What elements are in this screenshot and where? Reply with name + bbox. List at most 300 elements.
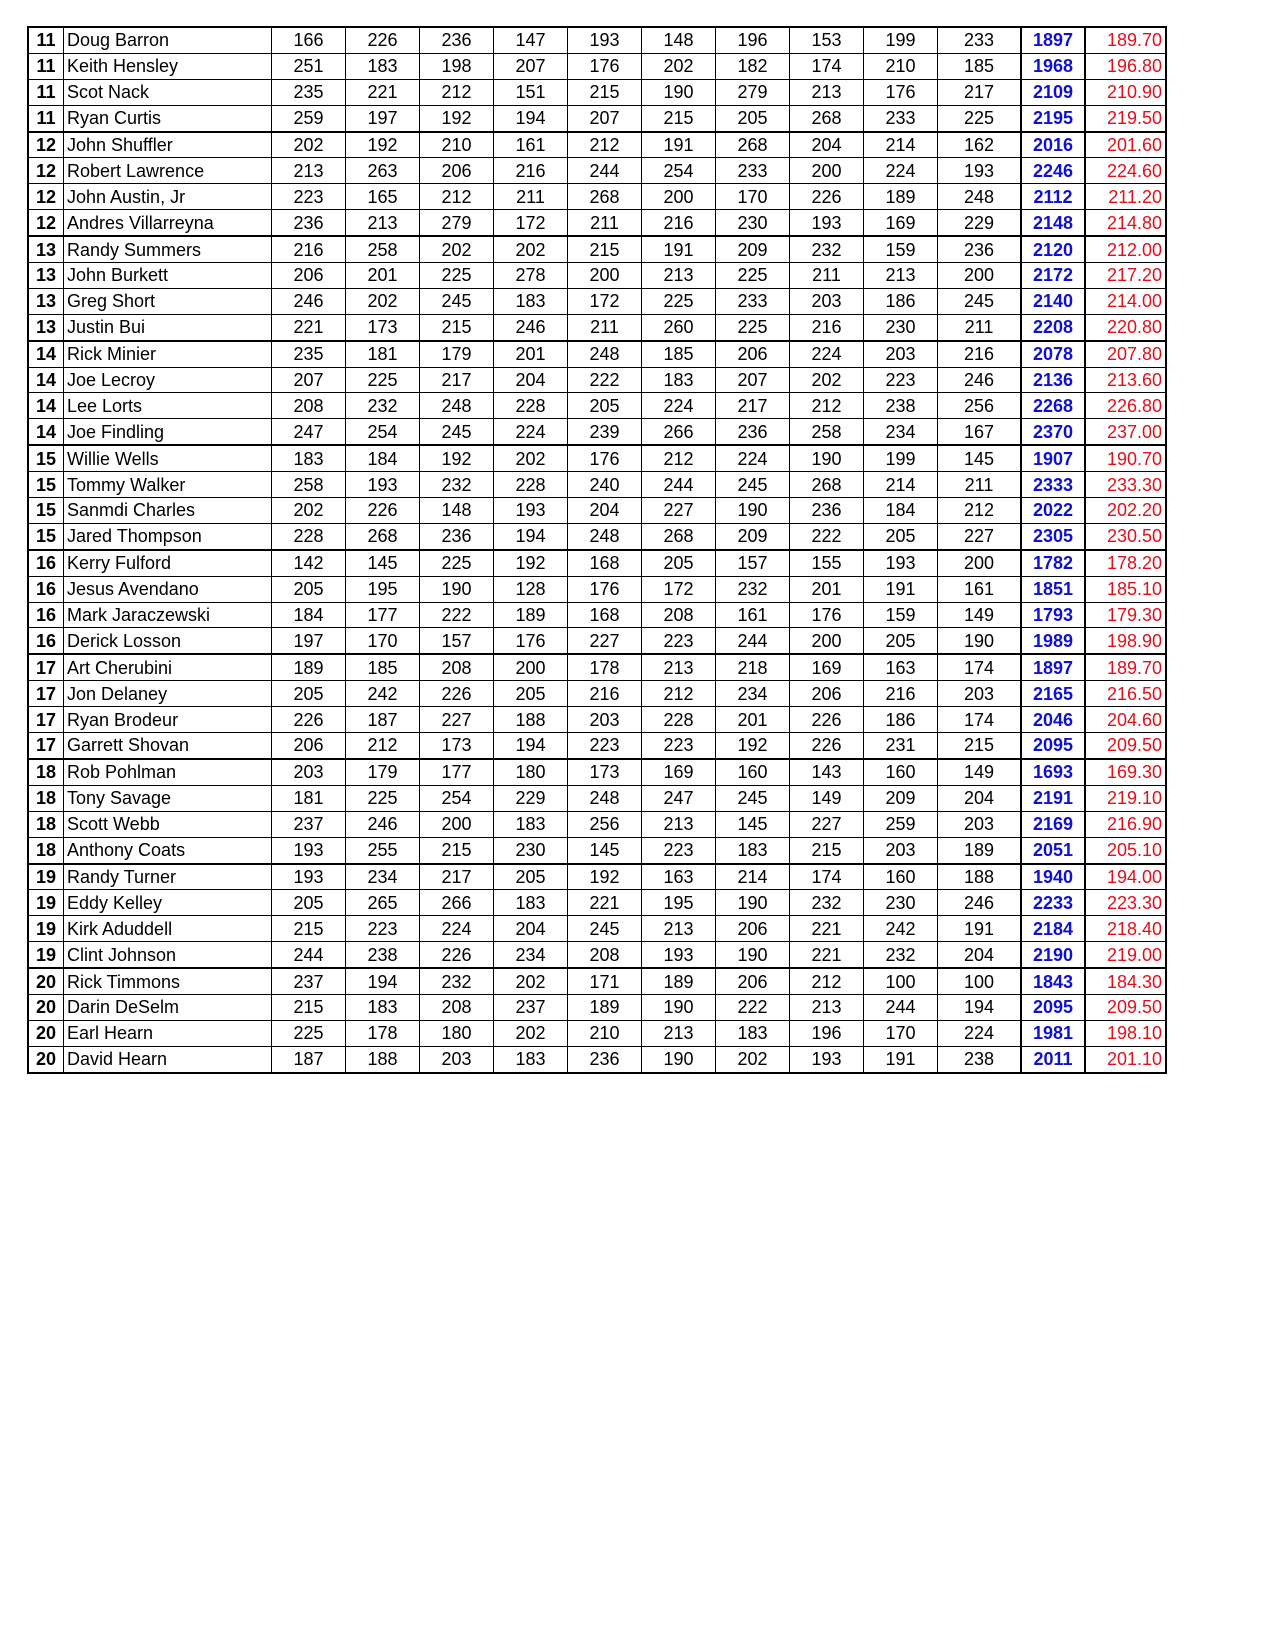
game-9-cell: 238 <box>864 393 938 419</box>
game-7-cell: 170 <box>716 184 790 210</box>
game-2-cell: 173 <box>346 314 420 340</box>
bowler-name-cell: Rick Timmons <box>64 968 272 994</box>
game-1-cell: 223 <box>272 184 346 210</box>
rank-cell: 18 <box>28 759 64 785</box>
game-3-cell: 266 <box>420 890 494 916</box>
bowler-name-cell: Randy Summers <box>64 236 272 262</box>
game-1-cell: 202 <box>272 132 346 158</box>
rank-cell: 15 <box>28 498 64 524</box>
total-pins-cell: 2078 <box>1021 341 1085 367</box>
game-6-cell: 183 <box>642 367 716 393</box>
game-9-cell: 160 <box>864 759 938 785</box>
game-1-cell: 166 <box>272 27 346 53</box>
rank-cell: 15 <box>28 472 64 498</box>
game-1-cell: 205 <box>272 681 346 707</box>
game-6-cell: 212 <box>642 445 716 471</box>
game-5-cell: 176 <box>568 576 642 602</box>
game-10-cell: 246 <box>938 367 1022 393</box>
table-row <box>28 707 1166 733</box>
game-8-cell: 236 <box>790 498 864 524</box>
game-2-cell: 263 <box>346 158 420 184</box>
game-1-cell: 193 <box>272 837 346 863</box>
game-9-cell: 234 <box>864 419 938 445</box>
average-cell: 212.00 <box>1085 236 1166 262</box>
game-2-cell: 188 <box>346 1046 420 1072</box>
game-9-cell: 242 <box>864 916 938 942</box>
total-pins-cell: 2140 <box>1021 288 1085 314</box>
game-7-cell: 218 <box>716 654 790 680</box>
game-4-cell: 183 <box>494 811 568 837</box>
game-6-cell: 247 <box>642 785 716 811</box>
game-5-cell: 221 <box>568 890 642 916</box>
game-5-cell: 244 <box>568 158 642 184</box>
table-row <box>28 1046 1166 1072</box>
game-6-cell: 190 <box>642 1046 716 1072</box>
game-7-cell: 145 <box>716 811 790 837</box>
game-3-cell: 217 <box>420 864 494 890</box>
game-4-cell: 194 <box>494 105 568 131</box>
rank-cell: 20 <box>28 968 64 994</box>
rank-cell: 18 <box>28 785 64 811</box>
game-4-cell: 172 <box>494 210 568 236</box>
game-2-cell: 183 <box>346 994 420 1020</box>
game-3-cell: 215 <box>420 837 494 863</box>
game-8-cell: 227 <box>790 811 864 837</box>
total-pins-cell: 2095 <box>1021 994 1085 1020</box>
game-3-cell: 198 <box>420 53 494 79</box>
game-3-cell: 203 <box>420 1046 494 1072</box>
rank-cell: 14 <box>28 419 64 445</box>
game-7-cell: 207 <box>716 367 790 393</box>
game-5-cell: 176 <box>568 445 642 471</box>
game-7-cell: 234 <box>716 681 790 707</box>
average-cell: 194.00 <box>1085 864 1166 890</box>
game-10-cell: 204 <box>938 785 1022 811</box>
total-pins-cell: 2172 <box>1021 263 1085 289</box>
total-pins-cell: 2268 <box>1021 393 1085 419</box>
game-1-cell: 205 <box>272 576 346 602</box>
game-7-cell: 245 <box>716 785 790 811</box>
game-9-cell: 170 <box>864 1020 938 1046</box>
game-1-cell: 207 <box>272 367 346 393</box>
rank-cell: 15 <box>28 523 64 549</box>
game-6-cell: 254 <box>642 158 716 184</box>
average-cell: 224.60 <box>1085 158 1166 184</box>
rank-cell: 13 <box>28 236 64 262</box>
game-8-cell: 224 <box>790 341 864 367</box>
game-6-cell: 202 <box>642 53 716 79</box>
game-4-cell: 194 <box>494 523 568 549</box>
total-pins-cell: 2191 <box>1021 785 1085 811</box>
game-4-cell: 224 <box>494 419 568 445</box>
game-9-cell: 210 <box>864 53 938 79</box>
average-cell: 219.10 <box>1085 785 1166 811</box>
game-1-cell: 202 <box>272 498 346 524</box>
total-pins-cell: 2233 <box>1021 890 1085 916</box>
game-8-cell: 221 <box>790 916 864 942</box>
game-1-cell: 206 <box>272 733 346 759</box>
game-2-cell: 187 <box>346 707 420 733</box>
total-pins-cell: 2022 <box>1021 498 1085 524</box>
game-2-cell: 202 <box>346 288 420 314</box>
game-7-cell: 206 <box>716 916 790 942</box>
game-2-cell: 170 <box>346 628 420 654</box>
rank-cell: 16 <box>28 550 64 576</box>
rank-cell: 20 <box>28 994 64 1020</box>
game-8-cell: 190 <box>790 445 864 471</box>
game-4-cell: 128 <box>494 576 568 602</box>
game-5-cell: 192 <box>568 864 642 890</box>
bowler-name-cell: Anthony Coats <box>64 837 272 863</box>
game-8-cell: 215 <box>790 837 864 863</box>
game-10-cell: 225 <box>938 105 1022 131</box>
game-5-cell: 211 <box>568 210 642 236</box>
game-8-cell: 193 <box>790 1046 864 1072</box>
game-10-cell: 204 <box>938 942 1022 968</box>
game-9-cell: 213 <box>864 263 938 289</box>
game-2-cell: 234 <box>346 864 420 890</box>
rank-cell: 19 <box>28 916 64 942</box>
game-10-cell: 194 <box>938 994 1022 1020</box>
game-2-cell: 265 <box>346 890 420 916</box>
rank-cell: 16 <box>28 602 64 628</box>
game-3-cell: 192 <box>420 105 494 131</box>
total-pins-cell: 1851 <box>1021 576 1085 602</box>
game-7-cell: 236 <box>716 419 790 445</box>
game-3-cell: 245 <box>420 288 494 314</box>
table-row <box>28 681 1166 707</box>
bowler-name-cell: Rob Pohlman <box>64 759 272 785</box>
game-8-cell: 202 <box>790 367 864 393</box>
average-cell: 233.30 <box>1085 472 1166 498</box>
total-pins-cell: 2148 <box>1021 210 1085 236</box>
game-10-cell: 203 <box>938 811 1022 837</box>
table-row <box>28 968 1166 994</box>
game-10-cell: 193 <box>938 158 1022 184</box>
game-7-cell: 225 <box>716 314 790 340</box>
game-10-cell: 145 <box>938 445 1022 471</box>
game-3-cell: 232 <box>420 472 494 498</box>
game-6-cell: 216 <box>642 210 716 236</box>
game-7-cell: 206 <box>716 968 790 994</box>
table-row <box>28 210 1166 236</box>
table-row <box>28 27 1166 53</box>
game-7-cell: 201 <box>716 707 790 733</box>
table-row <box>28 158 1166 184</box>
game-10-cell: 167 <box>938 419 1022 445</box>
game-9-cell: 191 <box>864 1046 938 1072</box>
game-6-cell: 224 <box>642 393 716 419</box>
game-3-cell: 177 <box>420 759 494 785</box>
table-row <box>28 367 1166 393</box>
game-10-cell: 256 <box>938 393 1022 419</box>
game-9-cell: 259 <box>864 811 938 837</box>
average-cell: 223.30 <box>1085 890 1166 916</box>
game-5-cell: 173 <box>568 759 642 785</box>
total-pins-cell: 2051 <box>1021 837 1085 863</box>
game-6-cell: 190 <box>642 79 716 105</box>
bowler-name-cell: Jon Delaney <box>64 681 272 707</box>
bowler-name-cell: Sanmdi Charles <box>64 498 272 524</box>
game-1-cell: 258 <box>272 472 346 498</box>
average-cell: 184.30 <box>1085 968 1166 994</box>
game-9-cell: 205 <box>864 628 938 654</box>
average-cell: 198.10 <box>1085 1020 1166 1046</box>
game-7-cell: 209 <box>716 236 790 262</box>
game-6-cell: 163 <box>642 864 716 890</box>
game-5-cell: 172 <box>568 288 642 314</box>
game-1-cell: 208 <box>272 393 346 419</box>
game-6-cell: 244 <box>642 472 716 498</box>
game-10-cell: 236 <box>938 236 1022 262</box>
bowler-name-cell: Derick Losson <box>64 628 272 654</box>
bowler-name-cell: Ryan Curtis <box>64 105 272 131</box>
rank-cell: 11 <box>28 105 64 131</box>
game-1-cell: 236 <box>272 210 346 236</box>
total-pins-cell: 1693 <box>1021 759 1085 785</box>
table-row <box>28 288 1166 314</box>
game-7-cell: 190 <box>716 498 790 524</box>
game-2-cell: 212 <box>346 733 420 759</box>
game-10-cell: 217 <box>938 79 1022 105</box>
rank-cell: 18 <box>28 837 64 863</box>
bowler-name-cell: Jared Thompson <box>64 523 272 549</box>
game-1-cell: 215 <box>272 916 346 942</box>
game-5-cell: 207 <box>568 105 642 131</box>
game-9-cell: 230 <box>864 890 938 916</box>
rank-cell: 11 <box>28 79 64 105</box>
average-cell: 201.60 <box>1085 132 1166 158</box>
game-8-cell: 226 <box>790 707 864 733</box>
game-7-cell: 206 <box>716 341 790 367</box>
game-5-cell: 215 <box>568 236 642 262</box>
game-4-cell: 234 <box>494 942 568 968</box>
game-6-cell: 169 <box>642 759 716 785</box>
game-1-cell: 235 <box>272 341 346 367</box>
bowler-name-cell: Lee Lorts <box>64 393 272 419</box>
game-1-cell: 221 <box>272 314 346 340</box>
bowler-name-cell: John Shuffler <box>64 132 272 158</box>
game-6-cell: 172 <box>642 576 716 602</box>
game-6-cell: 212 <box>642 681 716 707</box>
game-9-cell: 176 <box>864 79 938 105</box>
average-cell: 196.80 <box>1085 53 1166 79</box>
game-5-cell: 168 <box>568 602 642 628</box>
game-5-cell: 205 <box>568 393 642 419</box>
game-8-cell: 203 <box>790 288 864 314</box>
game-6-cell: 213 <box>642 654 716 680</box>
game-7-cell: 202 <box>716 1046 790 1072</box>
game-7-cell: 279 <box>716 79 790 105</box>
game-3-cell: 148 <box>420 498 494 524</box>
game-10-cell: 246 <box>938 890 1022 916</box>
total-pins-cell: 2165 <box>1021 681 1085 707</box>
average-cell: 209.50 <box>1085 994 1166 1020</box>
game-4-cell: 202 <box>494 236 568 262</box>
game-5-cell: 248 <box>568 785 642 811</box>
average-cell: 216.90 <box>1085 811 1166 837</box>
bowler-name-cell: Art Cherubini <box>64 654 272 680</box>
game-8-cell: 226 <box>790 733 864 759</box>
game-10-cell: 200 <box>938 550 1022 576</box>
game-7-cell: 233 <box>716 288 790 314</box>
game-10-cell: 224 <box>938 1020 1022 1046</box>
game-7-cell: 230 <box>716 210 790 236</box>
game-9-cell: 209 <box>864 785 938 811</box>
game-2-cell: 195 <box>346 576 420 602</box>
table-row <box>28 419 1166 445</box>
rank-cell: 12 <box>28 210 64 236</box>
bowler-name-cell: Scot Nack <box>64 79 272 105</box>
game-10-cell: 215 <box>938 733 1022 759</box>
game-4-cell: 202 <box>494 445 568 471</box>
game-1-cell: 184 <box>272 602 346 628</box>
game-8-cell: 212 <box>790 393 864 419</box>
average-cell: 217.20 <box>1085 263 1166 289</box>
total-pins-cell: 1793 <box>1021 602 1085 628</box>
game-3-cell: 236 <box>420 27 494 53</box>
game-2-cell: 192 <box>346 132 420 158</box>
game-7-cell: 244 <box>716 628 790 654</box>
game-3-cell: 157 <box>420 628 494 654</box>
game-2-cell: 268 <box>346 523 420 549</box>
total-pins-cell: 2109 <box>1021 79 1085 105</box>
game-7-cell: 160 <box>716 759 790 785</box>
game-6-cell: 223 <box>642 733 716 759</box>
game-4-cell: 192 <box>494 550 568 576</box>
game-2-cell: 242 <box>346 681 420 707</box>
game-2-cell: 223 <box>346 916 420 942</box>
game-2-cell: 201 <box>346 263 420 289</box>
game-4-cell: 202 <box>494 968 568 994</box>
game-7-cell: 190 <box>716 942 790 968</box>
game-7-cell: 161 <box>716 602 790 628</box>
game-10-cell: 162 <box>938 132 1022 158</box>
game-10-cell: 188 <box>938 864 1022 890</box>
game-1-cell: 225 <box>272 1020 346 1046</box>
game-5-cell: 215 <box>568 79 642 105</box>
game-7-cell: 233 <box>716 158 790 184</box>
game-1-cell: 205 <box>272 890 346 916</box>
bowler-name-cell: Joe Lecroy <box>64 367 272 393</box>
game-1-cell: 213 <box>272 158 346 184</box>
game-3-cell: 179 <box>420 341 494 367</box>
game-2-cell: 225 <box>346 367 420 393</box>
bowler-name-cell: Earl Hearn <box>64 1020 272 1046</box>
game-3-cell: 200 <box>420 811 494 837</box>
game-6-cell: 190 <box>642 994 716 1020</box>
game-9-cell: 224 <box>864 158 938 184</box>
game-5-cell: 248 <box>568 523 642 549</box>
game-4-cell: 216 <box>494 158 568 184</box>
game-3-cell: 245 <box>420 419 494 445</box>
table-row <box>28 236 1166 262</box>
game-7-cell: 209 <box>716 523 790 549</box>
average-cell: 220.80 <box>1085 314 1166 340</box>
game-1-cell: 189 <box>272 654 346 680</box>
game-5-cell: 176 <box>568 53 642 79</box>
average-cell: 219.50 <box>1085 105 1166 131</box>
total-pins-cell: 1940 <box>1021 864 1085 890</box>
game-8-cell: 258 <box>790 419 864 445</box>
game-5-cell: 171 <box>568 968 642 994</box>
game-9-cell: 186 <box>864 288 938 314</box>
game-1-cell: 181 <box>272 785 346 811</box>
bowling-scores-table <box>27 26 1167 1074</box>
game-5-cell: 256 <box>568 811 642 837</box>
game-4-cell: 228 <box>494 393 568 419</box>
rank-cell: 18 <box>28 811 64 837</box>
game-4-cell: 246 <box>494 314 568 340</box>
game-8-cell: 221 <box>790 942 864 968</box>
game-9-cell: 100 <box>864 968 938 994</box>
rank-cell: 16 <box>28 576 64 602</box>
average-cell: 214.80 <box>1085 210 1166 236</box>
game-2-cell: 185 <box>346 654 420 680</box>
game-6-cell: 213 <box>642 263 716 289</box>
game-2-cell: 226 <box>346 27 420 53</box>
game-4-cell: 161 <box>494 132 568 158</box>
game-6-cell: 266 <box>642 419 716 445</box>
game-3-cell: 212 <box>420 184 494 210</box>
table-row <box>28 132 1166 158</box>
game-5-cell: 222 <box>568 367 642 393</box>
game-6-cell: 191 <box>642 236 716 262</box>
game-5-cell: 216 <box>568 681 642 707</box>
game-5-cell: 223 <box>568 733 642 759</box>
average-cell: 226.80 <box>1085 393 1166 419</box>
game-4-cell: 194 <box>494 733 568 759</box>
game-9-cell: 216 <box>864 681 938 707</box>
bowler-name-cell: Justin Bui <box>64 314 272 340</box>
game-4-cell: 230 <box>494 837 568 863</box>
rank-cell: 12 <box>28 132 64 158</box>
game-1-cell: 203 <box>272 759 346 785</box>
game-5-cell: 239 <box>568 419 642 445</box>
average-cell: 207.80 <box>1085 341 1166 367</box>
game-2-cell: 258 <box>346 236 420 262</box>
rank-cell: 11 <box>28 27 64 53</box>
bowler-name-cell: Kerry Fulford <box>64 550 272 576</box>
game-8-cell: 268 <box>790 105 864 131</box>
average-cell: 211.20 <box>1085 184 1166 210</box>
game-3-cell: 208 <box>420 994 494 1020</box>
game-2-cell: 165 <box>346 184 420 210</box>
game-7-cell: 217 <box>716 393 790 419</box>
game-10-cell: 216 <box>938 341 1022 367</box>
game-1-cell: 228 <box>272 523 346 549</box>
game-1-cell: 237 <box>272 811 346 837</box>
bowler-name-cell: Eddy Kelley <box>64 890 272 916</box>
total-pins-cell: 2136 <box>1021 367 1085 393</box>
game-8-cell: 200 <box>790 158 864 184</box>
game-9-cell: 184 <box>864 498 938 524</box>
game-3-cell: 279 <box>420 210 494 236</box>
bowler-name-cell: David Hearn <box>64 1046 272 1072</box>
table-row <box>28 890 1166 916</box>
game-6-cell: 228 <box>642 707 716 733</box>
game-3-cell: 180 <box>420 1020 494 1046</box>
game-4-cell: 183 <box>494 890 568 916</box>
game-9-cell: 160 <box>864 864 938 890</box>
average-cell: 204.60 <box>1085 707 1166 733</box>
game-6-cell: 148 <box>642 27 716 53</box>
game-2-cell: 226 <box>346 498 420 524</box>
bowler-name-cell: Ryan Brodeur <box>64 707 272 733</box>
game-4-cell: 176 <box>494 628 568 654</box>
total-pins-cell: 1907 <box>1021 445 1085 471</box>
game-4-cell: 180 <box>494 759 568 785</box>
